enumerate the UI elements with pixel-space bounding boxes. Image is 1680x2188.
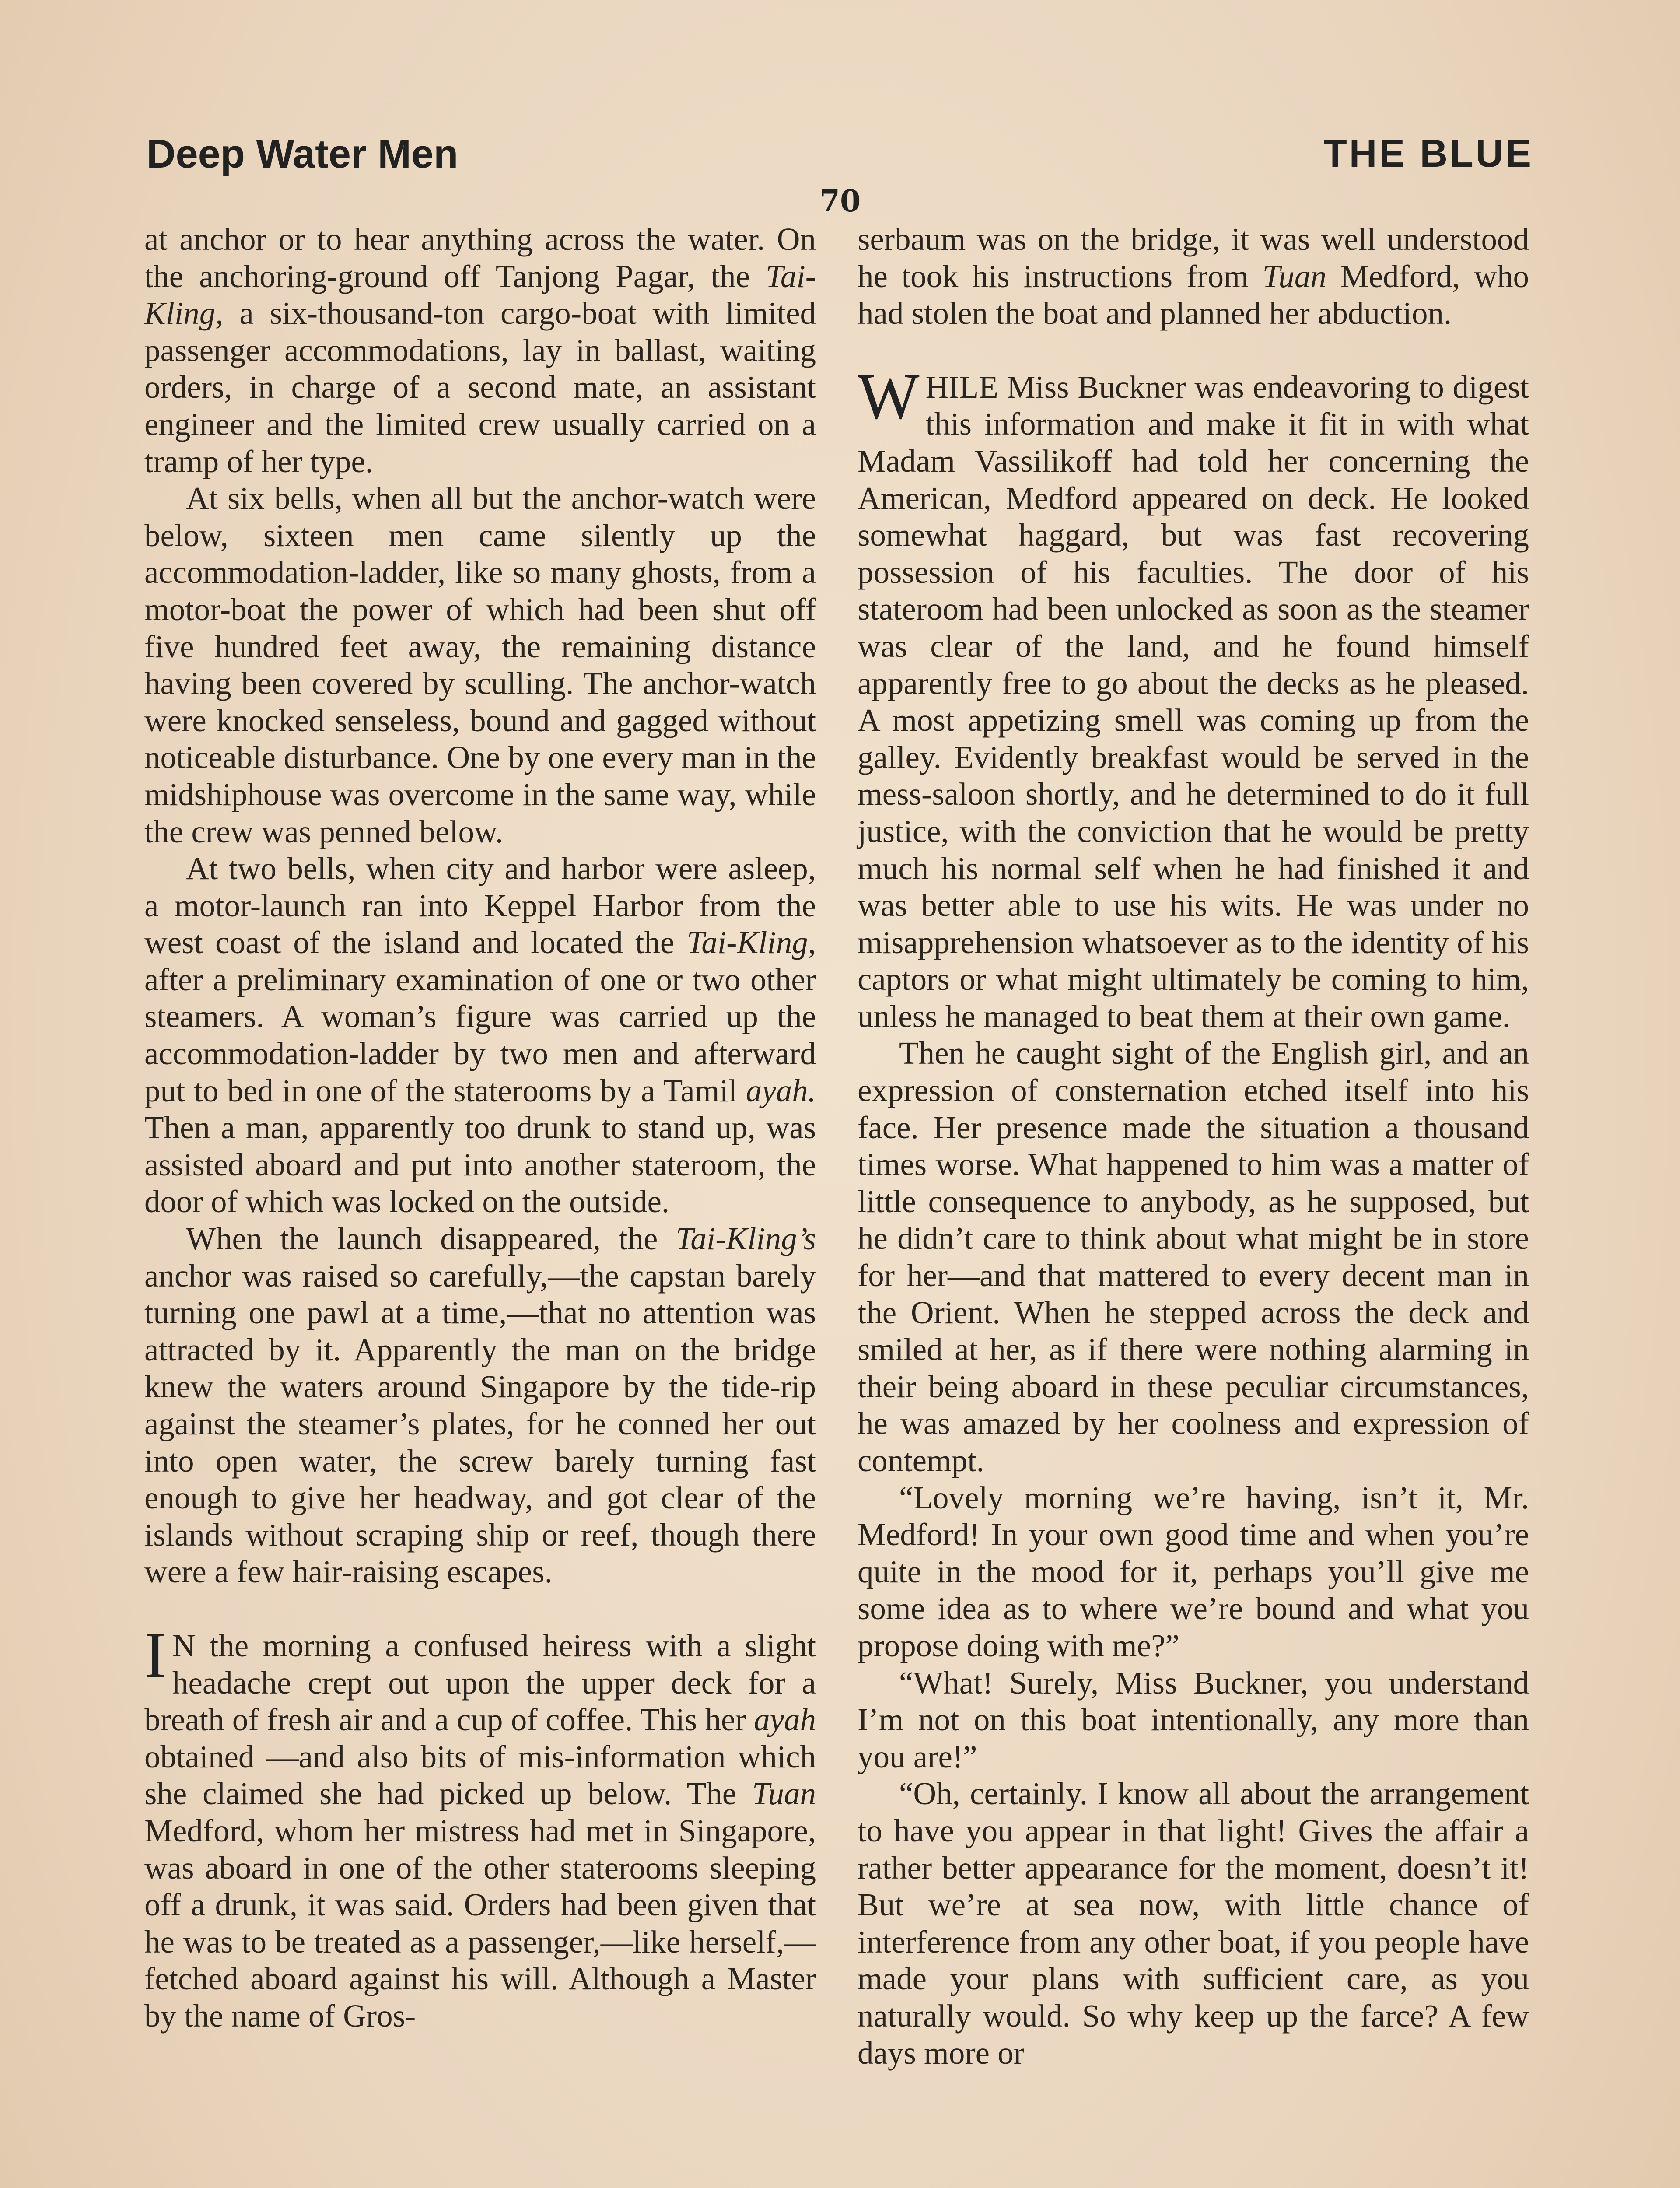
left-column bbox=[144, 221, 816, 2035]
paragraph: “Oh, certainly. I know all about the arrangement to have you appear in that light! Gives the affair a rather better appearance for the moment, doesn’t it! But we’re at sea now, with little chance of interference from any other boat, if you people have made your plans with sufficient care, as you naturally would. So why keep up the farce? A few days more or bbox=[858, 1776, 1529, 2071]
paragraph: at anchor or to hear anything across the water. On the anchoring-ground off Tanjong Pagar, the Tai-Kling, a six-thousand-ton cargo-boat with limited passenger accommodations, lay in ballast, waiting orders, in charge of a second mate, an assistant engineer and the limited crew usually carried on a tramp of her type. bbox=[144, 221, 816, 479]
paragraph-section-start: WHILE Miss Buckner was endeavoring to digest this information and make it fit in with what Madam Vassilikoff had told her concerning the American, Medford appeared on deck. He looked somewhat haggard, but was fast recovering possession of his faculties. The door of his stateroom had been unlocked as soon as the steamer was clear of the land, and he found himself apparently free to go about the decks as he pleased. A most appetizing smell was coming up from the galley. Evidently breakfast would be served in the mess-saloon shortly, and he determined to do it full justice, with the conviction that he would be pretty much his normal self when he had finished it and was better able to use his wits. He was under no misapprehension whatsoever as to the identity of his captors or what might ultimately be coming to him, unless he managed to beat them at their own game. bbox=[858, 360, 1529, 1034]
right-column bbox=[858, 221, 1529, 2072]
paragraph: At two bells, when city and harbor were asleep, a motor-launch ran into Keppel Harbor from the west coast of the island and located the Tai-Kling, after a preliminary examination of one or two other steamers. A woman’s figure was carried up the accommodation-ladder by two men and afterward put to bed in one of the staterooms by a Tamil ayah. Then a man, apparently too drunk to stand up, was assisted aboard and put into another stateroom, the door of which was locked on the outside. bbox=[144, 851, 816, 1220]
paragraph: “Lovely morning we’re having, isn’t it, Mr. Medford! In your own good time and when you’re quite in the mood for it, perhaps you’ll give me some idea as to where we’re bound and what you propose doing with me?” bbox=[858, 1480, 1529, 1663]
drop-cap: W bbox=[858, 360, 920, 433]
paragraph: Then he caught sight of the English girl, and an expression of consternation etched itself into his face. Her presence made the situation a thousand times worse. What happened to him was a matter of little consequence to anybody, as he supposed, but he didn’t care to think about what might be in store for her—and that mattered to every decent man in the Orient. When he stepped across the deck and smiled at her, as if there were nothing alarming in their being aboard in these peculiar circumstances, he was amazed by her coolness and expression of contempt. bbox=[858, 1035, 1529, 1478]
drop-cap: I bbox=[144, 1618, 166, 1691]
paragraph: “What! Surely, Miss Buckner, you understand I’m not on this boat intentionally, any more than you are!” bbox=[858, 1665, 1529, 1774]
paragraph: serbaum was on the bridge, it was well understood he took his instructions from Tuan Medford, who had stolen the boat and planned her abduction. bbox=[858, 221, 1529, 331]
running-title: Deep Water Men bbox=[147, 132, 458, 176]
paragraph: When the launch disappeared, the Tai-Kling’s anchor was raised so carefully,—the capstan barely turning one pawl at a time,—that no attention was attracted by it. Apparently the man on the bridge knew the waters around Singapore by the tide-rip against the steamer’s plates, for he conned her out into open water, the screw barely turning fast enough to give her headway, and got clear of the islands without scraping ship or reef, though there were a few hair-raising escapes. bbox=[144, 1221, 816, 1590]
page-number: 70 bbox=[819, 184, 861, 219]
paragraph: At six bells, when all but the anchor-watch were below, sixteen men came silently up the accommodation-ladder, like so many ghosts, from a motor-boat the power of which had been shut off five hundred feet away, the remaining distance having been covered by sculling. The anchor-watch were knocked senseless, bound and gagged without noticeable disturbance. One by one every man in the midshiphouse was overcome in the same way, while the crew was penned below. bbox=[144, 480, 816, 849]
paragraph-section-start: I N the morning a confused heiress with a slight headache crept out upon the upper deck for a breath of fresh air and a cup of coffee. This her ayah obtained —and also bits of mis-information which she claimed she had picked up below. The Tuan Medford, whom her mistress had met in Singapore, was aboard in one of the other staterooms sleeping off a drunk, it was said. Orders had been given that he was to be treated as a passenger,—like herself,—fetched aboard against his will. Although a Master by the name of Gros- bbox=[144, 1618, 816, 2034]
magazine-title: THE BLUE bbox=[1323, 132, 1533, 175]
